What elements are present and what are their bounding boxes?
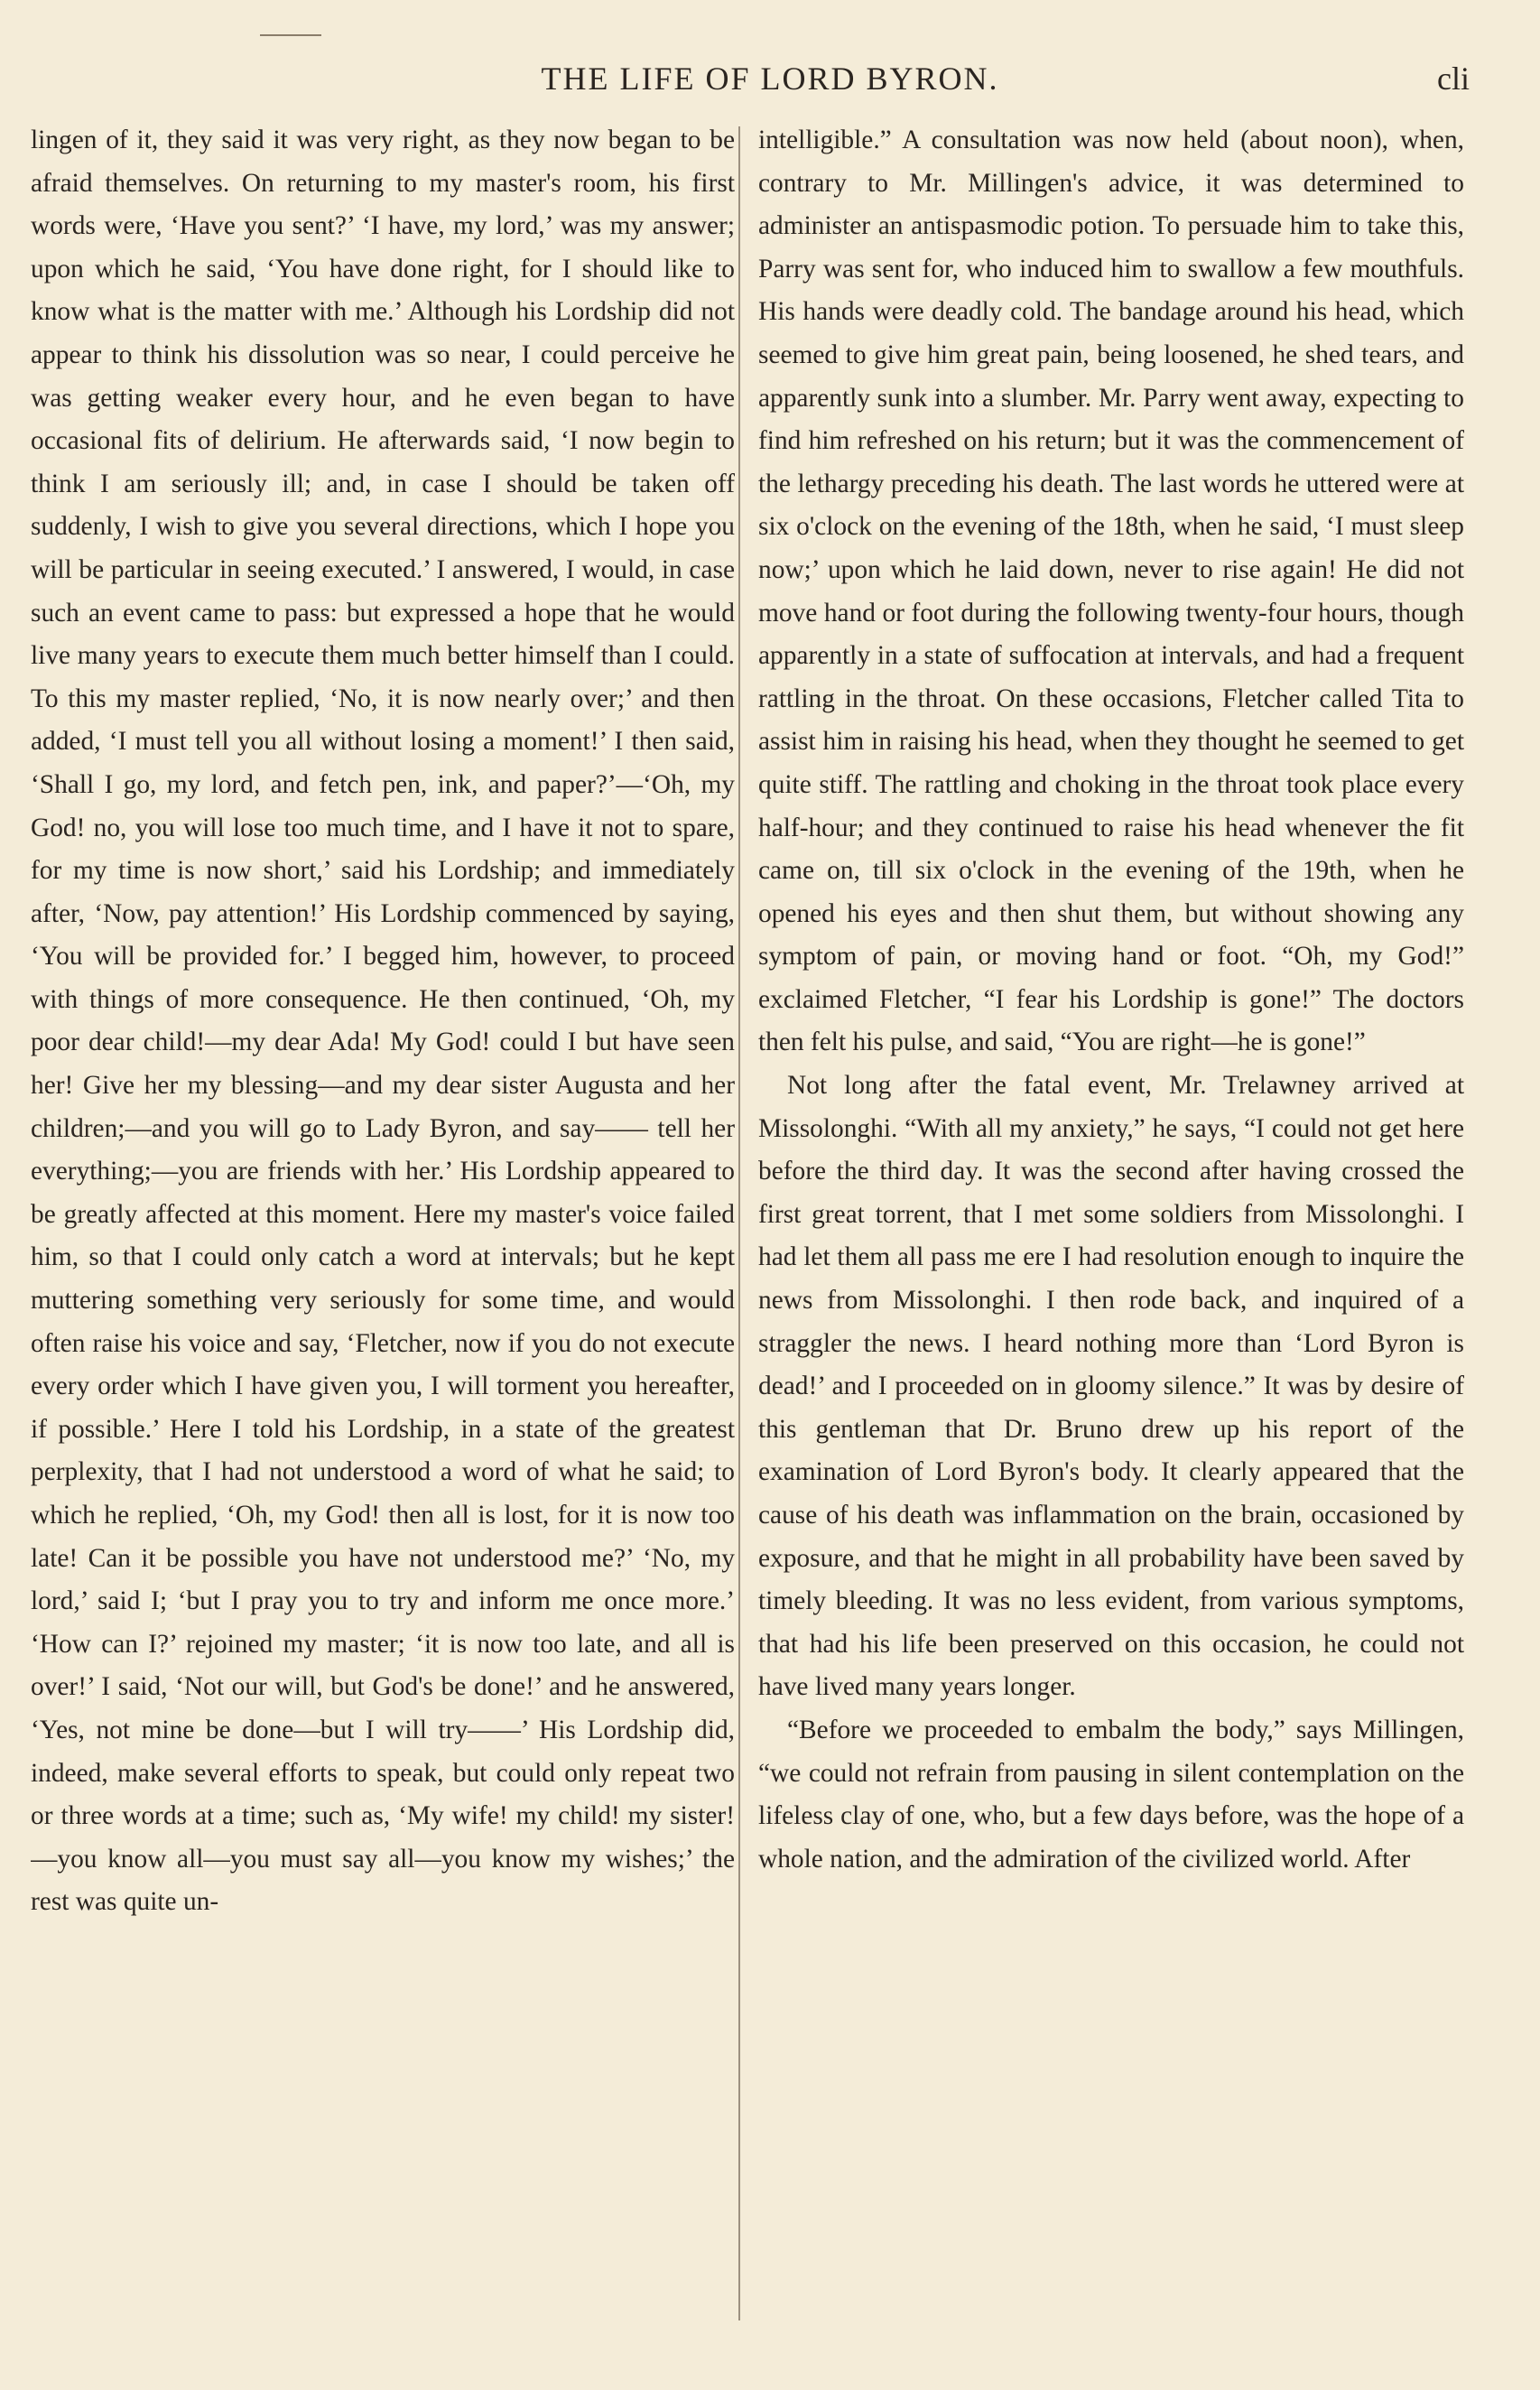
right-column (758, 119, 1464, 2304)
running-head (0, 56, 1540, 110)
page-number: cli (1437, 60, 1470, 97)
running-title: THE LIFE OF LORD BYRON. (541, 60, 999, 97)
right-paragraph-3: “Before we proceeded to embalm the body,” says Millingen, “we could not refrain from pausing in silent contemplation on the lifeless clay of one, who, but a few days before, was the hope of a whole nation, and the admiration of the civilized world. After (758, 1715, 1464, 1874)
right-paragraph-1: intelligible.” A consultation was now held (about noon), when, contrary to Mr. Millingen's advice, it was determined to administer an antispasmodic potion. To persuade him to take this, Parry was sent for, who induced him to swallow a few mouthfuls. His hands were deadly cold. The bandage around his head, which seemed to give him great pain, being loosened, he shed tears, and apparently sunk into a slumber. Mr. Parry went away, expecting to find him refreshed on his return; but it was the commencement of the lethargy preceding his death. The last words he uttered were at six o'clock on the evening of the 18th, when he said, ‘I must sleep now;’ upon which he laid down, never to rise again! He did not move hand or foot during the following twenty-four hours, though apparently in a state of suffocation at intervals, and had a frequent rattling in the throat. On these occasions, Fletcher called Tita to assist him in raising his head, when they thought he seemed to get quite stiff. The rattling and choking in the throat took place every half-hour; and they continued to raise his head whenever the fit came on, till six o'clock in the evening of the 19th, when he opened his eyes and then shut them, but without showing any symptom of pain, or moving hand or foot. “Oh, my God!” exclaimed Fletcher, “I fear his Lordship is gone!” The doctors then felt his pulse, and said, “You are right—he is gone!” (758, 126, 1464, 1057)
top-rule (260, 34, 321, 36)
right-paragraph-2: Not long after the fatal event, Mr. Trelawney arrived at Missolonghi. “With all my anxiety,” he says, “I could not get here before the third day. It was the second after having crossed the first great torrent, that I met some soldiers from Missolonghi. I had let them all pass me ere I had resolution enough to inquire the news from Missolonghi. I then rode back, and inquired of a straggler the news. I heard nothing more than ‘Lord Byron is dead!’ and I proceeded on in gloomy silence.” It was by desire of this gentleman that Dr. Bruno drew up his report of the examination of Lord Byron's body. It clearly appeared that the cause of his death was inflammation on the brain, occasioned by exposure, and that he might in all probability have been saved by timely bleeding. It was no less evident, from various symptoms, that had his life been preserved on this occasion, he could not have lived many years longer. (758, 1071, 1464, 1702)
column-divider (738, 126, 740, 2320)
left-column (31, 119, 735, 2304)
left-paragraph-1: lingen of it, they said it was very right, as they now began to be afraid themselves. On returning to my master's room, his first words were, ‘Have you sent?’ ‘I have, my lord,’ was my answer; upon which he said, ‘You have done right, for I should like to know what is the matter with me.’ Although his Lordship did not appear to think his dissolution was so near, I could perceive he was getting weaker every hour, and he even began to have occasional fits of delirium. He afterwards said, ‘I now begin to think I am seriously ill; and, in case I should be taken off suddenly, I wish to give you several directions, which I hope you will be particular in seeing executed.’ I answered, I would, in case such an event came to pass: but expressed a hope that he would live many years to execute them much better himself than I could. To this my master replied, ‘No, it is now nearly over;’ and then added, ‘I must tell you all without losing a moment!’ I then said, ‘Shall I go, my lord, and fetch pen, ink, and paper?’—‘Oh, my God! no, you will lose too much time, and I have it not to spare, for my time is now short,’ said his Lordship; and immediately after, ‘Now, pay attention!’ His Lordship commenced by saying, ‘You will be provided for.’ I begged him, however, to proceed with things of more consequence. He then continued, ‘Oh, my poor dear child!—my dear Ada! My God! could I but have seen her! Give her my blessing—and my dear sister Augusta and her children;—and you will go to Lady Byron, and say—— tell her everything;—you are friends with her.’ His Lordship appeared to be greatly affected at this moment. Here my master's voice failed him, so that I could only catch a word at intervals; but he kept muttering something very seriously for some time, and would often raise his voice and say, ‘Fletcher, now if you do not execute every order which I have given you, I will torment you hereafter, if possible.’ Here I told his Lordship, in a state of the greatest perplexity, that I had not understood a word of what he said; to which he replied, ‘Oh, my God! then all is lost, for it is now too late! Can it be possible you have not understood me?’ ‘No, my lord,’ said I; ‘but I pray you to try and inform me once more.’ ‘How can I?’ rejoined my master; ‘it is now too late, and all is over!’ I said, ‘Not our will, but God's be done!’ and he answered, ‘Yes, not mine be done—but I will try——’ His Lordship did, indeed, make several efforts to speak, but could only repeat two or three words at a time; such as, ‘My wife! my child! my sister!—you know all—you must say all—you know my wishes;’ the rest was quite un- (31, 126, 735, 1917)
